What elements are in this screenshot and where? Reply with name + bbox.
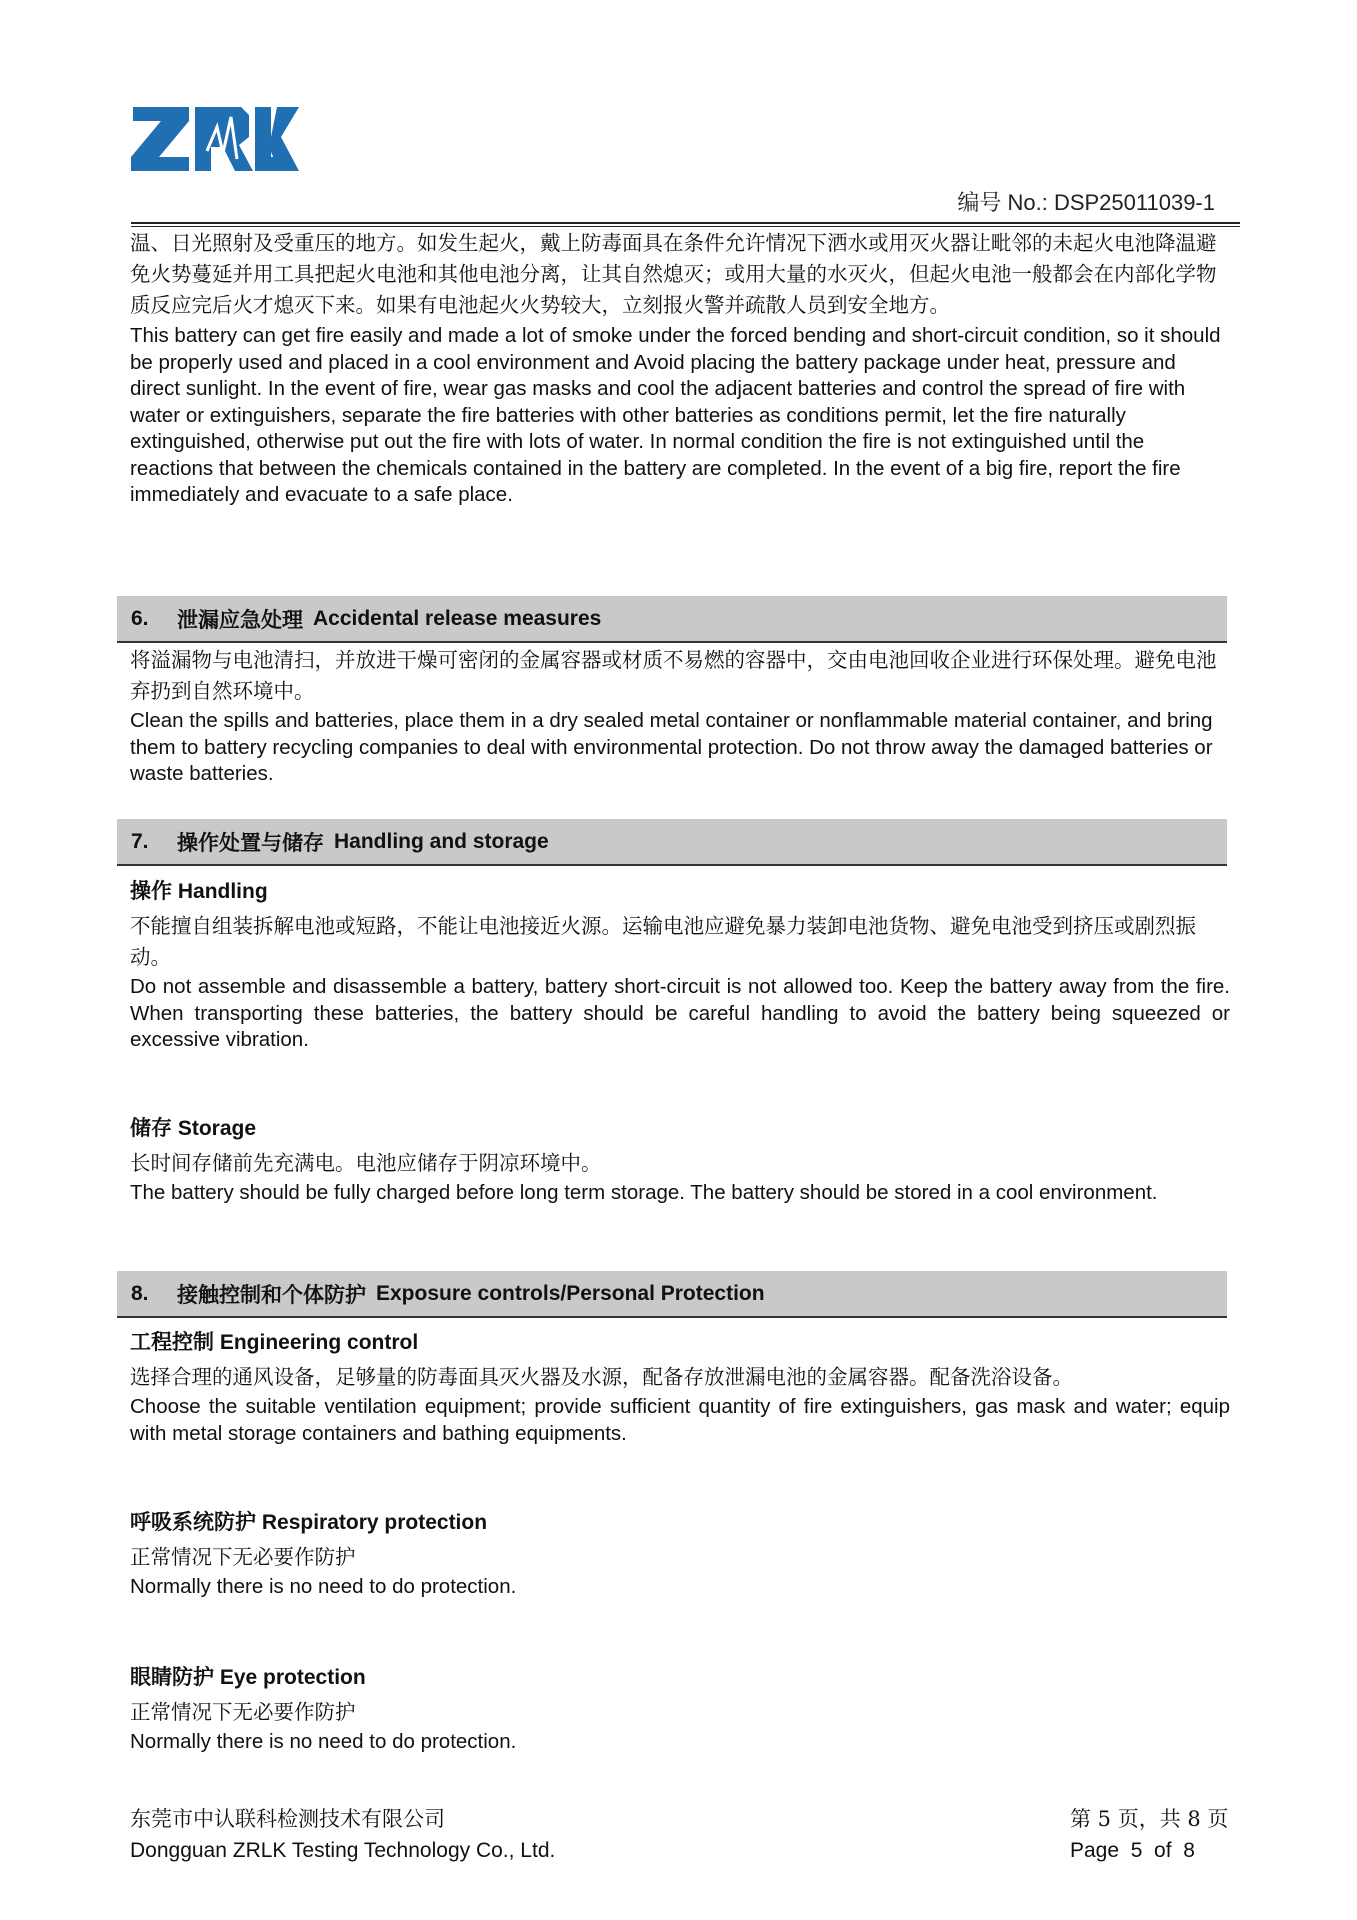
engineering-en: Choose the suitable ventilation equipment; provide sufficient quantity of fire extinguishers, gas mask and water; equip with metal storage containers and bathing equipments. — [130, 1395, 1230, 1445]
fire-measures-en: This battery can get fire easily and made a lot of smoke under the forced bending and short-circuit condition, so it should be properly used and placed in a cool environment and Avoid placing the battery package under heat, pressure and direct sunlight. In the event of fire, wear gas masks and cool the adjacent batteries and control the spread of fire with water or extinguishers, separate the fire batteries with other batteries as conditions permit, let the fire naturally extinguished, otherwise put out the fire with lots of water. In normal condition the fire is not extinguished until the reactions that between the chemicals contained in the battery are completed. In the event of a big fire, report the fire immediately and evacuate to a safe place. — [130, 324, 1221, 506]
storage-heading-cn: 储存 — [130, 1115, 172, 1140]
engineering-block — [130, 1327, 1230, 1447]
handling-en: Do not assemble and disassemble a battery, battery short-circuit is not allowed too. Keep the battery away from the fire. When transporting these batteries, the battery should be careful handling to avoid the battery being squeezed or excessive vibration. — [130, 975, 1230, 1051]
section-number: 6. — [131, 606, 149, 630]
storage-en: The battery should be fully charged before long term storage. The battery should be stored in a cool environment. — [130, 1181, 1158, 1204]
section-title-en: Handling and storage — [334, 829, 549, 853]
engineering-heading-en: Engineering control — [219, 1331, 419, 1354]
handling-heading — [130, 876, 1230, 907]
section-7-header — [117, 819, 1227, 866]
zrlk-logo — [131, 94, 299, 173]
respiratory-heading — [130, 1507, 1230, 1538]
storage-heading — [130, 1113, 1230, 1144]
fire-measures-continued — [130, 228, 1230, 509]
respiratory-block — [130, 1507, 1230, 1601]
eye-cn: 正常情况下无必要作防护 — [130, 1700, 356, 1724]
respiratory-heading-cn: 呼吸系统防护 — [130, 1509, 256, 1534]
eye-en: Normally there is no need to do protection. — [130, 1730, 517, 1753]
storage-heading-en: Storage — [177, 1117, 257, 1140]
eye-heading-en: Eye protection — [219, 1666, 366, 1689]
eye-heading-cn: 眼睛防护 — [130, 1664, 214, 1689]
company-name-en: Dongguan ZRLK Testing Technology Co., Ltd. — [130, 1839, 556, 1862]
header-divider — [131, 222, 1240, 224]
section-title-cn: 接触控制和个体防护 — [177, 1281, 366, 1307]
document-number: 编号 No.: DSP25011039-1 — [957, 190, 1215, 215]
release-en: Clean the spills and batteries, place them in a dry sealed metal container or nonflammable material container, and bring them to battery recycling companies to deal with environmental protection. Do not throw away the damaged batteries or waste batteries. — [130, 709, 1213, 785]
section-number: 7. — [131, 829, 149, 853]
respiratory-heading-en: Respiratory protection — [261, 1511, 488, 1534]
section-6-body — [130, 645, 1230, 788]
section-6-header — [117, 596, 1227, 643]
section-title-en: Exposure controls/Personal Protection — [376, 1281, 765, 1305]
fire-measures-cn: 温、日光照射及受重压的地方。如发生起火，戴上防毒面具在条件允许情况下洒水或用灭火器让毗邻的未起火电池降温避免火势蔓延并用工具把起火电池和其他电池分离，让其自然熄灭；或用大量的水灭火，但起火电池一般都会在内部化学物质反应完后火才熄灭下来。如果有电池起火火势较大，立刻报火警并疏散人员到安全地方。 — [130, 231, 1217, 317]
eye-heading — [130, 1662, 1230, 1693]
handling-heading-en: Handling — [177, 880, 268, 903]
page-number-en: Page 5 of 8 — [1070, 1839, 1195, 1862]
section-8-header — [117, 1271, 1227, 1318]
eye-block — [130, 1662, 1230, 1756]
footer — [130, 1803, 1240, 1867]
engineering-heading — [130, 1327, 1230, 1358]
storage-block — [130, 1113, 1230, 1207]
engineering-heading-cn: 工程控制 — [130, 1329, 214, 1354]
section-number: 8. — [131, 1281, 149, 1305]
logo-text: ZRLK — [131, 94, 172, 111]
respiratory-cn: 正常情况下无必要作防护 — [130, 1545, 356, 1569]
page-number-cn: 第 5 页，共 8 页 — [1070, 1807, 1229, 1831]
storage-cn: 长时间存储前先充满电。电池应储存于阴凉环境中。 — [130, 1151, 602, 1175]
company-name-cn: 东莞市中认联科检测技术有限公司 — [130, 1807, 445, 1831]
respiratory-en: Normally there is no need to do protection. — [130, 1575, 517, 1598]
section-title-cn: 泄漏应急处理 — [177, 606, 303, 632]
section-title-en: Accidental release measures — [313, 606, 602, 630]
handling-cn: 不能擅自组装拆解电池或短路，不能让电池接近火源。运输电池应避免暴力装卸电池货物、避免电池受到挤压或剧烈振动。 — [130, 914, 1196, 969]
handling-heading-cn: 操作 — [130, 878, 172, 903]
handling-block — [130, 876, 1230, 1054]
section-title-cn: 操作处置与储存 — [177, 829, 324, 855]
engineering-cn: 选择合理的通风设备，足够量的防毒面具灭火器及水源，配备存放泄漏电池的金属容器。配备洗浴设备。 — [130, 1365, 1073, 1389]
header-divider-thin — [131, 226, 1240, 227]
release-cn: 将溢漏物与电池清扫，并放进干燥可密闭的金属容器或材质不易燃的容器中，交由电池回收企业进行环保处理。避免电池弃扔到自然环境中。 — [130, 648, 1217, 703]
